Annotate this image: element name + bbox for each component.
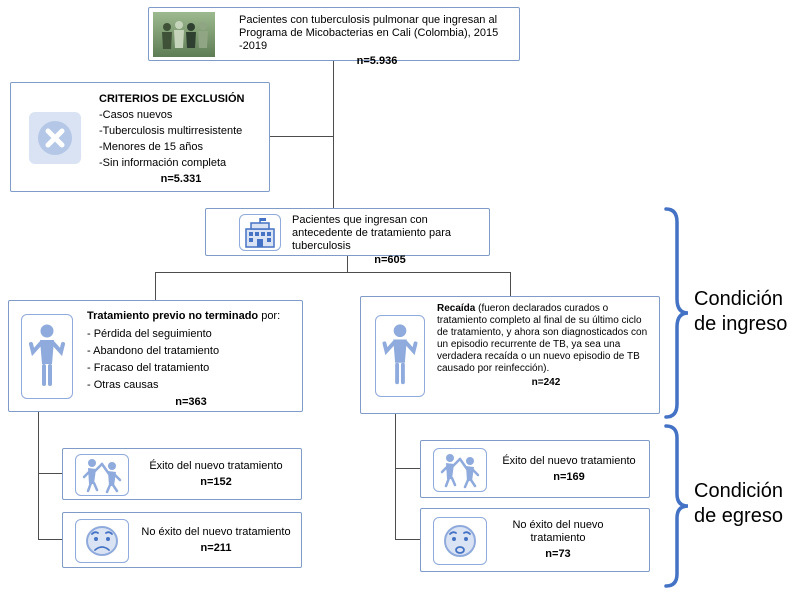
no-exito-left-text: No éxito del nuevo tratamiento [141, 525, 291, 538]
exito-right-text: Éxito del nuevo tratamiento [502, 454, 636, 467]
poblacion-n: n=5.936 [356, 55, 398, 67]
exclusion-n: n=5.331 [160, 173, 202, 185]
recaida-n: n=242 [531, 377, 561, 388]
label-condicion-egreso: Condición de egreso [694, 480, 783, 527]
exclusion-title: CRITERIOS DE EXCLUSIÓN [99, 93, 245, 105]
previo-item: - Pérdida del seguimiento [87, 328, 212, 340]
antecedente-text: Pacientes que ingresan con antecedente de tratamiento para tuberculosis [292, 214, 452, 252]
exclusion-item: -Sin información completa [99, 157, 227, 169]
brace-ingreso [661, 207, 689, 419]
x-circle-icon [29, 112, 81, 164]
no-exito-right-text: No éxito del nuevo tratamiento [512, 519, 604, 544]
box-exito-left [62, 448, 302, 500]
connector-to-recaida [510, 272, 511, 296]
sad-face-icon-frame [75, 519, 129, 563]
two-people-celebrating-icon [79, 456, 125, 494]
previo-item: - Otras causas [87, 379, 159, 391]
person-shrug-icon-frame [375, 315, 425, 397]
hospital-icon-frame [239, 214, 281, 251]
exito-left-n: n=152 [200, 475, 232, 488]
sad-face-icon [79, 524, 125, 558]
previo-title: Tratamiento previo no terminado por: [87, 310, 281, 322]
two-people-celebrating-icon-frame [433, 448, 487, 492]
label-condicion-ingreso: Condición de ingreso [694, 288, 788, 335]
connector-top-to-antecedente [333, 61, 334, 208]
connector-branch-horizontal [155, 272, 511, 273]
box-no-exito-right [420, 508, 650, 572]
hospital-icon [243, 217, 277, 249]
previo-item: - Abandono del tratamiento [87, 345, 220, 357]
previo-n: n=363 [175, 396, 207, 408]
connector-exclusion [270, 136, 333, 137]
exclusion-item: -Casos nuevos [99, 109, 173, 121]
exito-right-n: n=169 [553, 470, 585, 483]
antecedente-n: n=605 [374, 254, 406, 266]
exclusion-item: -Menores de 15 años [99, 141, 203, 153]
person-shrug-icon [27, 322, 67, 392]
box-poblacion-inicial [148, 7, 520, 67]
previo-item: - Fracaso del tratamiento [87, 362, 210, 374]
poblacion-text: Pacientes con tuberculosis pulmonar que ingresan al Programa de Micobacterias en Cali (Colombia), 2015 -2019 [239, 14, 499, 52]
box-recaida [360, 296, 660, 414]
exclusion-item: -Tuberculosis multirresistente [99, 125, 243, 137]
person-shrug-icon-frame [21, 314, 73, 399]
exito-left-text: Éxito del nuevo tratamiento [149, 459, 283, 472]
person-shrug-icon [380, 322, 420, 390]
connector-to-exito-left [38, 473, 62, 474]
box-exito-right [420, 440, 650, 498]
connector-to-previo [155, 272, 156, 300]
box-no-exito-left [62, 512, 302, 568]
connector-previo-down [38, 412, 39, 540]
box-tratamiento-previo [8, 300, 303, 412]
no-exito-right-n: n=73 [545, 548, 571, 560]
connector-to-noexito-right [395, 539, 420, 540]
two-people-celebrating-icon-frame [75, 454, 129, 496]
worried-face-icon-frame [433, 517, 487, 565]
connector-to-exito-right [395, 468, 420, 469]
connector-recaida-down [395, 414, 396, 540]
no-exito-left-n: n=211 [200, 541, 232, 554]
connector-to-noexito-left [38, 539, 62, 540]
recaida-text: Recaída (fueron declarados curados o tratamiento completo al final de su último ciclo de tratamiento, y ahora son diagnosticados con un episodio recurrente de TB, ya sea una verdadera recaída o un nuevo episodio de TB causado por reinfección). [437, 303, 648, 374]
box-criterios-exclusion [10, 82, 270, 192]
box-antecedente [205, 208, 490, 266]
two-people-celebrating-icon [437, 451, 483, 489]
worried-face-icon [437, 522, 483, 560]
brace-egreso [661, 424, 689, 588]
people-photo-icon [153, 12, 215, 57]
